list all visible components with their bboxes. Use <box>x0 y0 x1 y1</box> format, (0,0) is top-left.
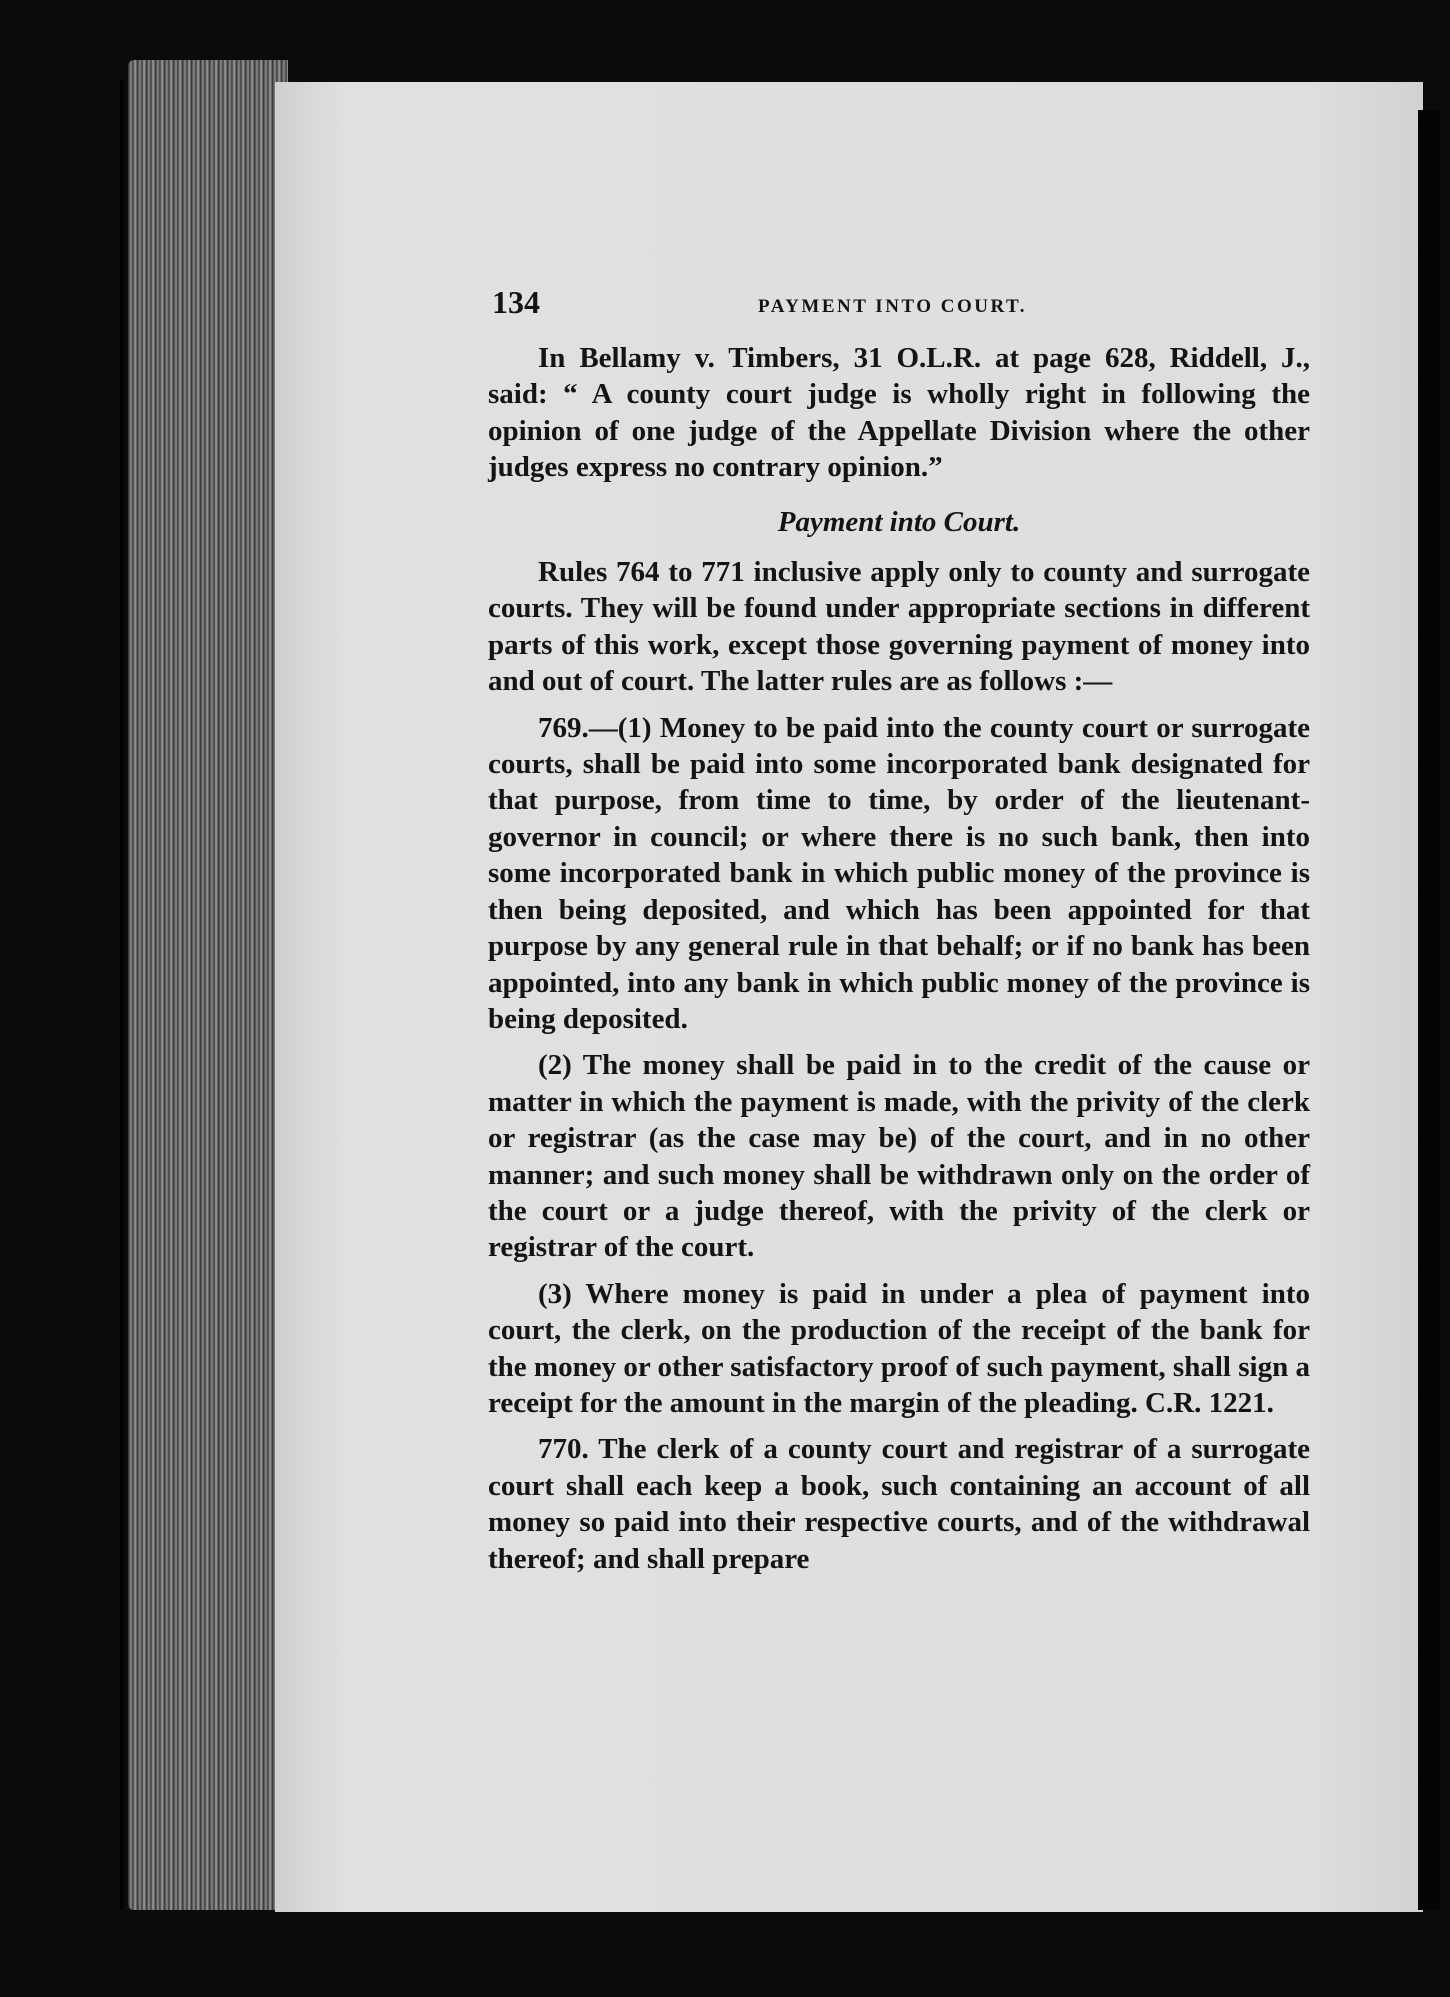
page-header <box>488 282 1310 340</box>
page-right-edge <box>1418 110 1440 1910</box>
rule-769-3-paragraph: (3) Where money is paid in under a plea of payment into court, the clerk, on the production of the receipt of the bank for the money or other satisfactory proof of such payment, shall sign a receipt for the amount in the margin of the pleading. C.R. 1221. <box>488 1277 1310 1419</box>
intro-paragraph: In Bellamy v. Timbers, 31 O.L.R. at page 628, Riddell, J., said: “ A county court judge is wholly right in following the opinion of one judge of the Appellate Division where the other judges express no contrary opinion.” <box>488 342 1310 484</box>
rule-770-paragraph: 770. The clerk of a county court and registrar of a surrogate court shall each keep a book, such containing an account of all money so paid into their respective courts, and of the withdrawal thereof; and shall prepare <box>488 1433 1310 1575</box>
rule-769-2-paragraph: (2) The money shall be paid in to the credit of the cause or matter in which the payment is made, with the privity of the clerk or registrar (as the case may be) of the court, and in no other manner; and such money shall be withdrawn only on the order of the court or a judge thereof, with the privity of the clerk or registrar of the court. <box>488 1049 1310 1264</box>
rules-paragraph: Rules 764 to 771 inclusive apply only to county and surrogate courts. They will be found under appropriate sections in different parts of this work, except those governing payment of money into and out of court. The latter rules are as follows :— <box>488 556 1310 698</box>
rule-769-1-paragraph: 769.—(1) Money to be paid into the county court or surrogate courts, shall be paid into some incorporated bank designated for that purpose, from time to time, by order of the lieutenant-governor in council; or where there is no such bank, then into some incorporated bank in which public money of the province is then being deposited, and which has been appointed for that purpose by any general rule in that behalf; or if no bank has been appointed, into any bank in which public money of the province is being deposited. <box>488 711 1310 1035</box>
page-edge-stack <box>128 60 288 1910</box>
page-content <box>488 282 1310 1587</box>
page-number: 134 <box>492 284 540 320</box>
running-head: PAYMENT INTO COURT. <box>758 296 1028 317</box>
section-title: Payment into Court. <box>777 505 1021 538</box>
